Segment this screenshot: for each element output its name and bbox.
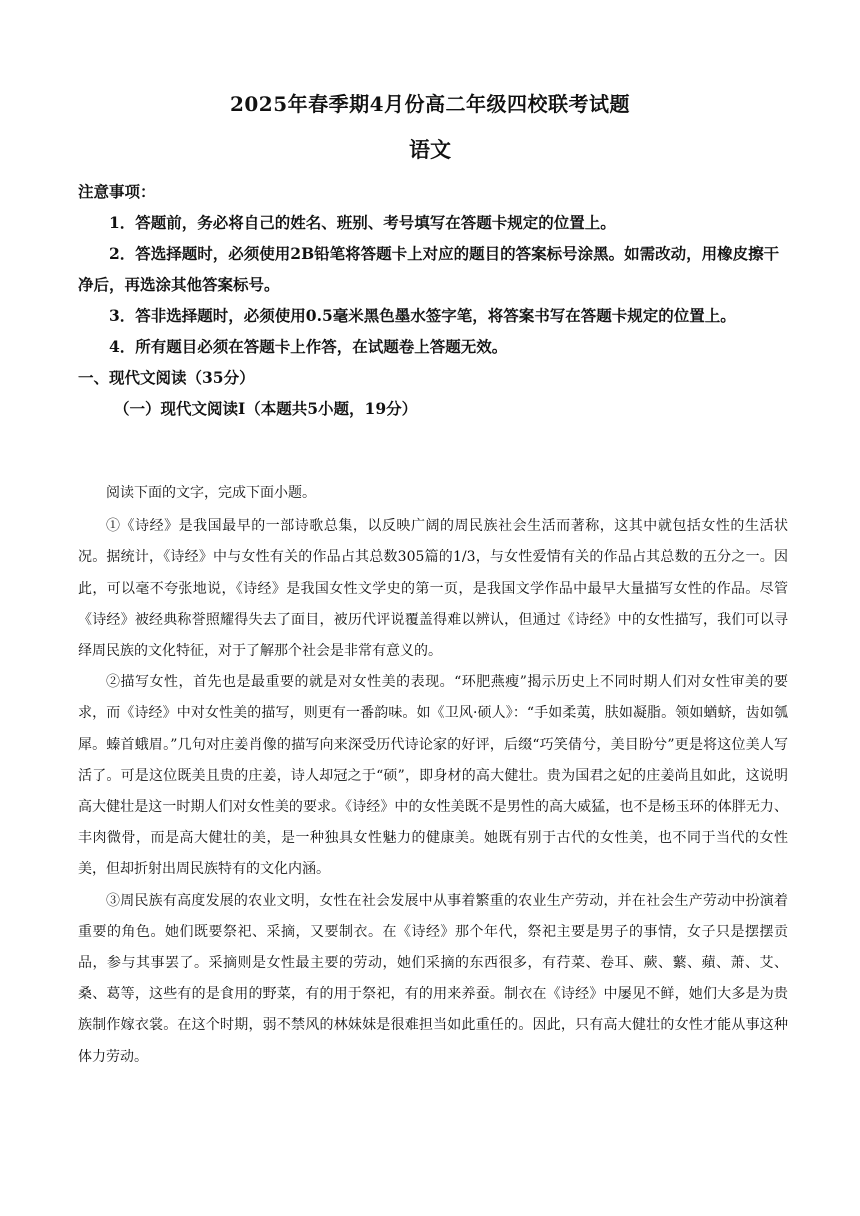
notice-item-4: 4．所有题目必须在答题卡上作答，在试题卷上答题无效。 bbox=[109, 337, 508, 356]
reading-instruction: 阅读下面的文字，完成下面小题。 bbox=[106, 485, 316, 501]
section-heading: 一、现代文阅读（35分） bbox=[78, 368, 255, 387]
passage-paragraph-3: ③周民族有高度发展的农业文明，女性在社会发展中从事着繁重的农业生产劳动，并在社会生产劳动中扮演着重要的角色。她们既要祭祀、采摘，又要制衣。在《诗经》那个年代，祭祀主要是男子的事情，女子只是摆摆贡品，参与其事罢了。采摘则是女性最主要的劳动，她们采摘的东西很多，有荇菜、卷耳、蕨、蘩、蘋、萧、艾、桑、葛等，这些有的是食用的野菜，有的用于祭祀，有的用来养蚕。制衣在《诗经》中屡见不鲜，她们大多是为贵族制作嫁衣裳。在这个时期，弱不禁风的林妹妹是很难担当如此重任的。因此，只有高大健壮的女性才能从事这种体力劳动。 bbox=[78, 892, 788, 1065]
notice-heading: 注意事项： bbox=[78, 182, 156, 201]
notice-item-1: 1．答题前，务必将自己的姓名、班别、考号填写在答题卡规定的位置上。 bbox=[109, 213, 616, 232]
exam-title: 2025年春季期4月份高二年级四校联考试题 bbox=[229, 92, 631, 116]
passage-paragraph-1: ①《诗经》是我国最早的一部诗歌总集，以反映广阔的周民族社会生活而著称，这其中就包括女性的生活状况。据统计，《诗经》中与女性有关的作品占其总数305篇的1/3，与女性爱情有关的作品占其总数的五分之一。因此，可以毫不夸张地说，《诗经》是我国女性文学史的第一页，是我国文学作品中最早大量描写女性的作品。尽管《诗经》被经典称誉照耀得失去了面目，被历代评说覆盖得难以辨认，但通过《诗经》中的女性描写，我们可以寻绎周民族的文化特征，对于了解那个社会是非常有意义的。 bbox=[78, 518, 788, 660]
sub-section-heading: （一）现代文阅读Ⅰ（本题共5小题，19分） bbox=[114, 399, 418, 418]
reading-passage bbox=[78, 478, 788, 1073]
subject-title: 语文 bbox=[409, 137, 451, 162]
notice-item-3: 3．答非选择题时，必须使用0.5毫米黑色墨水签字笔，将答案书写在答题卡规定的位置上。 bbox=[109, 306, 736, 325]
notice-item-2: 2．答选择题时，必须使用2B铅笔将答题卡上对应的题目的答案标号涂黑。如需改动，用橡皮擦干净后，再选涂其他答案标号。 bbox=[78, 244, 780, 294]
notice-block bbox=[78, 176, 788, 424]
passage-paragraph-2: ②描写女性，首先也是最重要的就是对女性美的表现。“环肥燕瘦”揭示历史上不同时期人们对女性审美的要求，而《诗经》中对女性美的描写，则更有一番韵味。如《卫风·硕人》：“手如柔荑，肤如凝脂。领如蝤蛴，齿如瓠犀。螓首蛾眉。”几句对庄姜肖像的描写向来深受历代诗论家的好评，后缀“巧笑倩兮，美目盼兮”更是将这位美人写活了。可是这位既美且贵的庄姜，诗人却冠之于“硕”，即身材的高大健壮。贵为国君之妃的庄姜尚且如此，这说明高大健壮是这一时期人们对女性美的要求。《诗经》中的女性美既不是男性的高大威猛，也不是杨玉环的体胖无力、丰肉微骨，而是高大健壮的美，是一种独具女性魅力的健康美。她既有别于古代的女性美，也不同于当代的女性美，但却折射出周民族特有的文化内涵。 bbox=[78, 674, 788, 878]
